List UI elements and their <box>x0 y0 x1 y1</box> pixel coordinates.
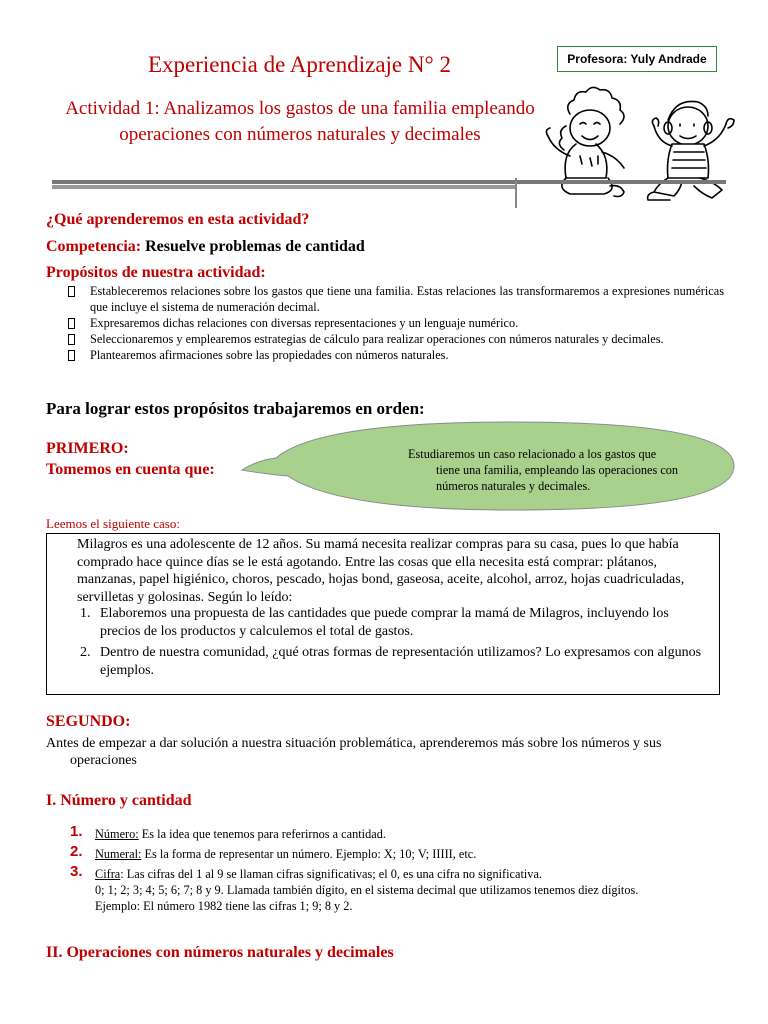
section-2-heading: II. Operaciones con números naturales y decimales <box>46 944 394 961</box>
term: Numeral: <box>95 847 142 861</box>
segundo-heading: SEGUNDO: <box>46 713 131 730</box>
section-1-heading: I. Número y cantidad <box>46 792 192 809</box>
section-1-list <box>70 823 730 918</box>
competencia-label: Competencia: <box>46 238 142 255</box>
term: Número: <box>95 827 139 841</box>
page-title: Experiencia de Aprendizaje N° 2 <box>148 52 451 77</box>
primero-subheading: Tomemos en cuenta que: <box>46 461 215 478</box>
list-item: Expresaremos dichas relaciones con diversas representaciones y un lenguaje numérico. <box>68 315 724 331</box>
header-rule-tick <box>515 178 517 208</box>
bullet-box-icon <box>68 350 75 361</box>
case-questions <box>80 605 710 683</box>
list-item: 2. Numeral: Es la forma de representar un número. Ejemplo: X; 10; V; IIIII, etc. <box>70 843 477 861</box>
case-text: Milagros es una adolescente de 12 años. Su mamá necesita realizar compras para su casa, pues lo que había comprado hace quince días se le está agotando. Entre las cosas que ella necesita está comprar: plátanos, manzanas, papel higiénico, choros, pescado, hojas bond, gaseosa, aceite, alcohol, arroz, hojas cuadriculadas, servilletas y golosinas. Según lo leído: <box>77 537 685 605</box>
bubble-text <box>408 446 716 494</box>
propositos-heading: Propósitos de nuestra actividad: <box>46 264 266 281</box>
bubble-line-2: tiene una familia, empleando las operaciones con números naturales y decimales. <box>436 463 679 493</box>
question-heading: ¿Qué aprenderemos en esta actividad? <box>46 211 310 228</box>
subtitle-line-1: Actividad 1: Analizamos los gastos de una familia empleando <box>65 98 535 119</box>
list-item: 1. Número: Es la idea que tenemos para referirnos a cantidad. <box>70 823 386 841</box>
header-rule-bottom <box>52 185 516 189</box>
list-item: Estableceremos relaciones sobre los gastos que tiene una familia. Estas relaciones las transformaremos a expresiones numéricas que incluye el sistema de numeración decimal. <box>68 283 724 315</box>
list-item: 3. Cifra: Las cifras del 1 al 9 se llaman cifras significativas; el 0, es una cifra no significativa. 0; 1; 2; 3; 4; 5; 6; 7; 8 y 9. Llamada también dígito, en el sistema decimal que utilizamos tenemos diez dígitos. Ejemplo: El número 1982 tiene las cifras 1; 9; 8 y 2. <box>70 863 639 913</box>
competencia-value: Resuelve problemas de cantidad <box>145 238 365 255</box>
case-label: Leemos el siguiente caso: <box>46 516 180 531</box>
list-item: Plantearemos afirmaciones sobre las propiedades con números naturales. <box>68 347 724 363</box>
order-heading: Para lograr estos propósitos trabajaremos en orden: <box>46 399 425 418</box>
bullet-box-icon <box>68 334 75 345</box>
header-rule-top <box>52 180 726 184</box>
segundo-text: Antes de empezar a dar solución a nuestra situación problemática, aprenderemos más sobre los números y sus operaciones <box>46 736 662 768</box>
propositos-list <box>68 283 724 363</box>
list-item: Seleccionaremos y emplearemos estrategias de cálculo para realizar operaciones con números naturales y decimales. <box>68 331 724 347</box>
term: Cifra <box>95 867 121 881</box>
bullet-box-icon <box>68 318 75 329</box>
teacher-badge: Profesora: Yuly Andrade <box>557 46 717 72</box>
primero-heading: PRIMERO: <box>46 440 129 457</box>
activity-subtitle <box>60 96 540 148</box>
bullet-box-icon <box>68 286 75 297</box>
competencia-line <box>46 238 365 256</box>
list-item: 1. Elaboremos una propuesta de las cantidades que puede comprar la mamá de Milagros, incluyendo los precios de los productos y calculemos el total de gastos. <box>80 606 669 639</box>
bubble-line-1: Estudiaremos un caso relacionado a los gastos que <box>408 447 657 461</box>
children-illustration <box>540 86 740 202</box>
subtitle-line-2: operaciones con números naturales y decimales <box>119 124 481 145</box>
list-item: 2. Dentro de nuestra comunidad, ¿qué otras formas de representación utilizamos? Lo expresamos con algunos ejemplos. <box>80 645 702 678</box>
